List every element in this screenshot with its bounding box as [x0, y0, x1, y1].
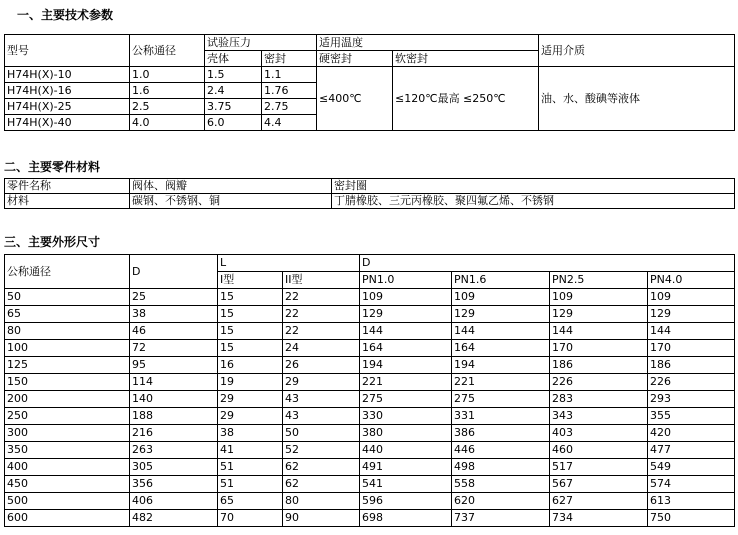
cell-pn25: 460	[550, 442, 648, 459]
cell-l-type1: 70	[218, 510, 283, 527]
cell-d: 263	[130, 442, 218, 459]
cell-pn40: 293	[648, 391, 735, 408]
cell-model: H74H(X)-25	[5, 99, 130, 115]
cell-material-label: 材料	[5, 194, 130, 209]
cell-l-type2: 24	[283, 340, 360, 357]
cell-d: 38	[130, 306, 218, 323]
cell-d: 188	[130, 408, 218, 425]
table-row	[5, 459, 735, 476]
cell-dn: 125	[5, 357, 130, 374]
cell-pn40: 144	[648, 323, 735, 340]
header-hard-seal: 硬密封	[317, 51, 393, 67]
cell-dn: 4.0	[130, 115, 205, 131]
cell-seal: 1.1	[262, 67, 317, 83]
cell-pn10: 491	[360, 459, 452, 476]
header-d: D	[130, 255, 218, 289]
header-model: 型号	[5, 35, 130, 67]
cell-pn40: 226	[648, 374, 735, 391]
cell-pn10: 380	[360, 425, 452, 442]
cell-l-type2: 50	[283, 425, 360, 442]
table-row	[5, 179, 735, 194]
cell-dn: 65	[5, 306, 130, 323]
cell-pn40: 613	[648, 493, 735, 510]
cell-pn10: 164	[360, 340, 452, 357]
cell-dn: 50	[5, 289, 130, 306]
cell-pn10: 221	[360, 374, 452, 391]
header-type2: II型	[283, 272, 360, 289]
cell-pn10: 698	[360, 510, 452, 527]
table-row	[5, 323, 735, 340]
tech-params-table	[4, 34, 735, 131]
cell-l-type1: 29	[218, 391, 283, 408]
header-d-group: D	[360, 255, 735, 272]
cell-l-type2: 80	[283, 493, 360, 510]
table-row	[5, 442, 735, 459]
cell-pn10: 109	[360, 289, 452, 306]
cell-pn40: 574	[648, 476, 735, 493]
cell-pn25: 129	[550, 306, 648, 323]
cell-pn16: 331	[452, 408, 550, 425]
cell-seal: 4.4	[262, 115, 317, 131]
cell-medium: 油、水、酸碘等液体	[539, 67, 735, 131]
cell-pn25: 226	[550, 374, 648, 391]
cell-dn: 150	[5, 374, 130, 391]
cell-pn40: 477	[648, 442, 735, 459]
cell-shell: 2.4	[205, 83, 262, 99]
cell-d: 95	[130, 357, 218, 374]
header-pn40: PN4.0	[648, 272, 735, 289]
cell-dn: 1.6	[130, 83, 205, 99]
cell-l-type2: 29	[283, 374, 360, 391]
cell-l-type2: 22	[283, 289, 360, 306]
cell-dn: 500	[5, 493, 130, 510]
cell-hard-temp: ≤400℃	[317, 67, 393, 131]
cell-dn: 400	[5, 459, 130, 476]
cell-l-type1: 15	[218, 289, 283, 306]
cell-shell: 1.5	[205, 67, 262, 83]
cell-l-type2: 52	[283, 442, 360, 459]
cell-model: H74H(X)-10	[5, 67, 130, 83]
cell-l-type1: 15	[218, 323, 283, 340]
cell-pn25: 109	[550, 289, 648, 306]
table-row	[5, 194, 735, 209]
table-row	[5, 340, 735, 357]
cell-pn25: 170	[550, 340, 648, 357]
cell-d: 72	[130, 340, 218, 357]
cell-l-type1: 38	[218, 425, 283, 442]
cell-pn25: 403	[550, 425, 648, 442]
cell-l-type2: 62	[283, 476, 360, 493]
cell-body-material: 碳钢、不锈钢、铜	[130, 194, 332, 209]
cell-d: 216	[130, 425, 218, 442]
cell-d: 25	[130, 289, 218, 306]
table-row	[5, 391, 735, 408]
cell-dn: 80	[5, 323, 130, 340]
cell-seal-material: 丁腈橡胶、三元丙橡胶、聚四氟乙烯、不锈钢	[332, 194, 735, 209]
cell-part-name-label: 零件名称	[5, 179, 130, 194]
cell-dn: 200	[5, 391, 130, 408]
cell-pn40: 750	[648, 510, 735, 527]
cell-pn40: 170	[648, 340, 735, 357]
cell-dn: 1.0	[130, 67, 205, 83]
cell-dn: 100	[5, 340, 130, 357]
header-soft-seal: 软密封	[393, 51, 539, 67]
cell-seal-ring: 密封圈	[332, 179, 735, 194]
header-dn: 公称通径	[5, 255, 130, 289]
header-test-pressure: 试验压力	[205, 35, 317, 51]
cell-d: 356	[130, 476, 218, 493]
cell-l-type2: 22	[283, 306, 360, 323]
table-row	[5, 306, 735, 323]
table-row	[5, 35, 735, 51]
cell-l-type1: 29	[218, 408, 283, 425]
table-row	[5, 357, 735, 374]
cell-pn16: 129	[452, 306, 550, 323]
cell-l-type1: 41	[218, 442, 283, 459]
cell-l-type2: 22	[283, 323, 360, 340]
cell-pn40: 109	[648, 289, 735, 306]
cell-pn25: 343	[550, 408, 648, 425]
cell-pn16: 620	[452, 493, 550, 510]
cell-pn40: 549	[648, 459, 735, 476]
header-dn: 公称通径	[130, 35, 205, 67]
cell-l-type1: 15	[218, 306, 283, 323]
cell-pn10: 596	[360, 493, 452, 510]
table-row	[5, 493, 735, 510]
cell-dn: 2.5	[130, 99, 205, 115]
cell-l-type1: 51	[218, 459, 283, 476]
cell-pn10: 330	[360, 408, 452, 425]
cell-pn25: 144	[550, 323, 648, 340]
header-pn16: PN1.6	[452, 272, 550, 289]
cell-body-disc: 阀体、阀瓣	[130, 179, 332, 194]
header-l: L	[218, 255, 360, 272]
cell-shell: 6.0	[205, 115, 262, 131]
cell-dn: 300	[5, 425, 130, 442]
header-pn25: PN2.5	[550, 272, 648, 289]
cell-dn: 600	[5, 510, 130, 527]
cell-l-type1: 19	[218, 374, 283, 391]
cell-pn10: 541	[360, 476, 452, 493]
section2-title: 二、主要零件材料	[4, 160, 101, 174]
cell-pn25: 186	[550, 357, 648, 374]
cell-pn25: 567	[550, 476, 648, 493]
cell-l-type2: 90	[283, 510, 360, 527]
header-shell: 壳体	[205, 51, 262, 67]
cell-pn16: 386	[452, 425, 550, 442]
table-row	[5, 67, 735, 83]
header-type1: I型	[218, 272, 283, 289]
cell-l-type1: 15	[218, 340, 283, 357]
cell-pn16: 109	[452, 289, 550, 306]
cell-soft-temp: ≤120℃最高 ≤250℃	[393, 67, 539, 131]
cell-pn16: 275	[452, 391, 550, 408]
cell-pn10: 275	[360, 391, 452, 408]
cell-l-type2: 43	[283, 391, 360, 408]
cell-pn16: 737	[452, 510, 550, 527]
cell-pn40: 420	[648, 425, 735, 442]
cell-pn25: 734	[550, 510, 648, 527]
cell-pn16: 558	[452, 476, 550, 493]
cell-pn25: 627	[550, 493, 648, 510]
table-row	[5, 408, 735, 425]
cell-pn10: 440	[360, 442, 452, 459]
cell-seal: 2.75	[262, 99, 317, 115]
cell-d: 114	[130, 374, 218, 391]
header-temp: 适用温度	[317, 35, 539, 51]
materials-table	[4, 178, 735, 209]
section1-title: 一、主要技术参数	[17, 8, 114, 22]
cell-d: 406	[130, 493, 218, 510]
cell-pn10: 129	[360, 306, 452, 323]
table-row	[5, 289, 735, 306]
cell-dn: 350	[5, 442, 130, 459]
cell-pn16: 446	[452, 442, 550, 459]
cell-pn40: 129	[648, 306, 735, 323]
cell-l-type1: 16	[218, 357, 283, 374]
table-row	[5, 425, 735, 442]
cell-l-type1: 65	[218, 493, 283, 510]
cell-l-type1: 51	[218, 476, 283, 493]
cell-pn16: 194	[452, 357, 550, 374]
cell-pn16: 164	[452, 340, 550, 357]
cell-pn16: 144	[452, 323, 550, 340]
cell-model: H74H(X)-16	[5, 83, 130, 99]
cell-dn: 450	[5, 476, 130, 493]
table-row	[5, 255, 735, 272]
header-medium: 适用介质	[539, 35, 735, 67]
cell-shell: 3.75	[205, 99, 262, 115]
header-pn10: PN1.0	[360, 272, 452, 289]
cell-pn10: 194	[360, 357, 452, 374]
cell-dn: 250	[5, 408, 130, 425]
section3-title: 三、主要外形尺寸	[4, 235, 101, 249]
cell-d: 482	[130, 510, 218, 527]
table-row	[5, 510, 735, 527]
cell-d: 305	[130, 459, 218, 476]
cell-pn25: 283	[550, 391, 648, 408]
header-seal: 密封	[262, 51, 317, 67]
cell-l-type2: 26	[283, 357, 360, 374]
cell-d: 140	[130, 391, 218, 408]
cell-pn16: 221	[452, 374, 550, 391]
cell-d: 46	[130, 323, 218, 340]
cell-pn10: 144	[360, 323, 452, 340]
cell-l-type2: 62	[283, 459, 360, 476]
table-row	[5, 476, 735, 493]
cell-pn40: 355	[648, 408, 735, 425]
cell-pn40: 186	[648, 357, 735, 374]
dimensions-table	[4, 254, 735, 527]
cell-model: H74H(X)-40	[5, 115, 130, 131]
cell-seal: 1.76	[262, 83, 317, 99]
cell-pn25: 517	[550, 459, 648, 476]
table-row	[5, 374, 735, 391]
cell-l-type2: 43	[283, 408, 360, 425]
cell-pn16: 498	[452, 459, 550, 476]
